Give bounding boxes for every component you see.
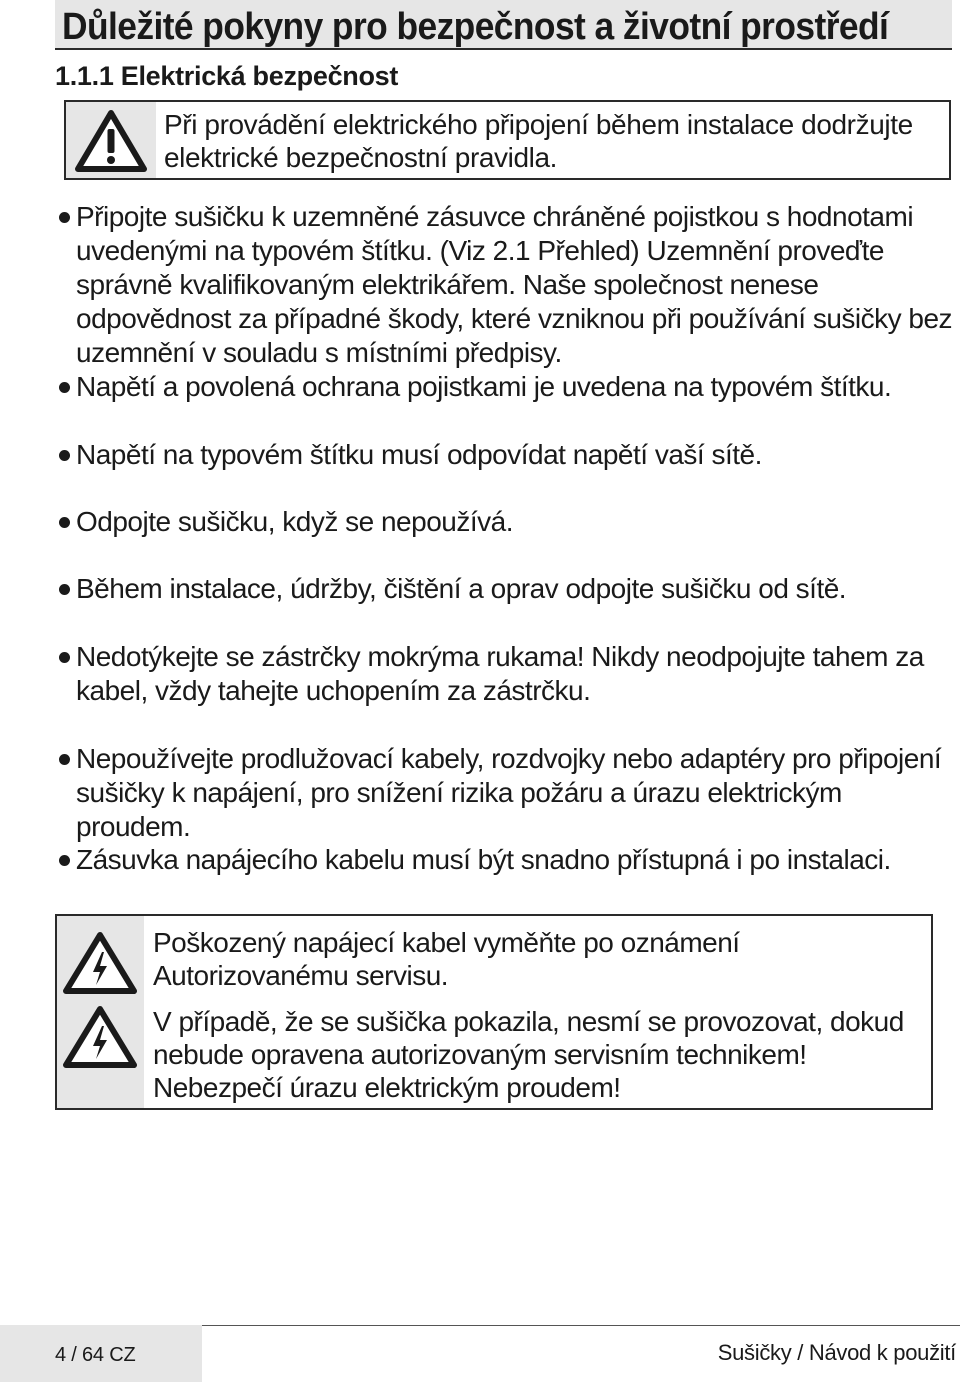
- warning-icon-cell: [66, 102, 156, 178]
- bullet-dot: [59, 382, 70, 393]
- warning-box: [64, 100, 951, 180]
- list-item-text: Napětí a povolená ochrana pojistkami je uvedena na typovém štítku.: [76, 371, 892, 402]
- document-name: Sušičky / Návod k použití: [717, 1340, 956, 1365]
- list-item: [55, 370, 960, 404]
- electric-warning-text: Poškozený napájecí kabel vyměňte po oznámení Autorizovanému servisu.: [153, 927, 740, 991]
- list-item: [55, 843, 960, 877]
- list-item-text: Odpojte sušičku, když se nepoužívá.: [76, 506, 513, 537]
- bullet-dot: [59, 212, 70, 223]
- electric-icon-cell: [57, 916, 144, 1108]
- list-item-text: Během instalace, údržby, čištění a oprav odpojte sušičku od sítě.: [76, 573, 847, 604]
- list-item: [55, 572, 960, 606]
- electric-warning-text: V případě, že se sušička pokazila, nesmí se provozovat, dokud nebude opravena autorizovaným servisním technikem! Nebezpečí úrazu elektrickým proudem!: [153, 1006, 904, 1103]
- list-item-text: Nedotýkejte se zástrčky mokrýma rukama! Nikdy neodpojujte tahem za kabel, vždy tahejte uchopením za zástrčku.: [76, 641, 924, 706]
- title-bar: [55, 0, 952, 50]
- list-item: [55, 438, 960, 472]
- warning-text: Při provádění elektrického připojení během instalace dodržujte elektrické bezpečnostní pravidla.: [164, 109, 913, 173]
- footer-divider: [202, 1325, 960, 1326]
- electric-warning-box: [55, 914, 933, 1110]
- list-item-text: Připojte sušičku k uzemněné zásuvce chráněné pojistkou s hodnotami uvedenými na typovém štítku. (Viz 2.1 Přehled) Uzemnění proveďte správně kvalifikovaným elektrikářem. Naše společnost nenese odpovědnost za případné škody, které vzniknou při používání sušičky bez uzemnění v souladu s místními předpisy.: [76, 201, 953, 368]
- section-heading: 1.1.1 Elektrická bezpečnost: [55, 61, 399, 91]
- list-item: [55, 200, 960, 370]
- bullet-dot: [59, 517, 70, 528]
- electric-hazard-icon: [62, 930, 138, 996]
- bullet-dot: [59, 855, 70, 866]
- bullet-dot: [59, 450, 70, 461]
- bullet-dot: [59, 584, 70, 595]
- list-item-text: Nepoužívejte prodlužovací kabely, rozdvojky nebo adaptéry pro připojení sušičky k napájení, pro snížení rizika požáru a úrazu elektrickým proudem.: [76, 743, 942, 842]
- page-number: 4 / 64 CZ: [55, 1344, 136, 1366]
- list-item-text: Zásuvka napájecího kabelu musí být snadno přístupná i po instalaci.: [76, 844, 891, 875]
- bullet-dot: [59, 754, 70, 765]
- page-title: Důležité pokyny pro bezpečnost a životní prostředí: [62, 6, 889, 48]
- list-item: [55, 742, 960, 844]
- exclamation-warning-icon: [74, 109, 148, 173]
- list-item: [55, 640, 960, 708]
- electric-hazard-icon: [62, 1004, 138, 1070]
- list-item: [55, 505, 960, 539]
- bullet-dot: [59, 652, 70, 663]
- list-item-text: Napětí na typovém štítku musí odpovídat napětí vaší sítě.: [76, 439, 762, 470]
